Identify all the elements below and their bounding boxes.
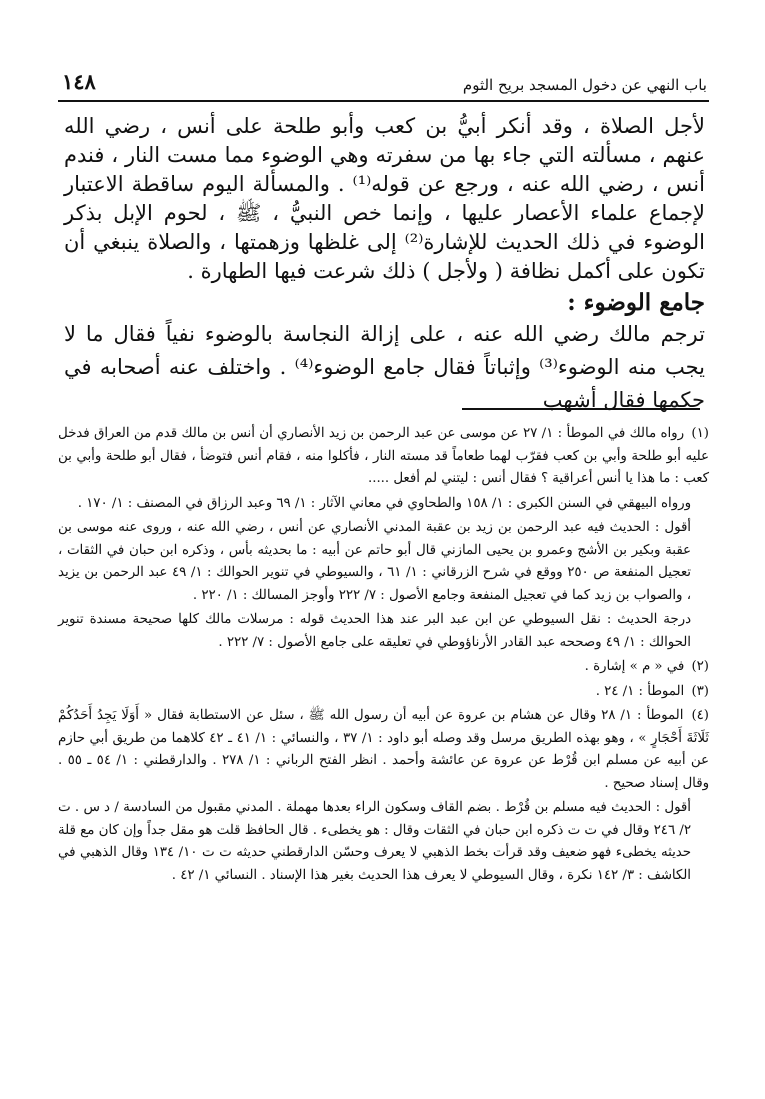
main-text xyxy=(64,112,705,286)
footnote-text: في « م » إشارة . xyxy=(584,659,685,674)
section-paragraph: ترجم مالك رضي الله عنه ، على إزالة النجاسة بالوضوء نفياً فقال ما لا يجب منه الوضوء⁽³⁾ وإثباتاً فقال جامع الوضوء⁽⁴⁾ . واختلف عنه أصحابه في حكمها فقال أشهب xyxy=(64,322,705,412)
footnote-2 xyxy=(58,656,709,679)
footnote-label: (٣) xyxy=(691,683,709,699)
footnote-1-paragraph: درجة الحديث : نقل السيوطي عن ابن عبد البر عند هذا الحديث قوله : مرسلات مالك كلها صحيحة مسندة تنوير الحوالك : ١/ ٤٩ وصححه عبد القادر الأرناؤوطي في تعليقه على جامع الأصول : ٧/ ٢٢٢ . xyxy=(58,612,691,650)
footnote-label: (٢) xyxy=(691,659,709,674)
footnote-3 xyxy=(58,681,709,704)
page-number: ١٤٨ xyxy=(62,69,96,94)
main-paragraph: لأجل الصلاة ، وقد أنكر أبيُّ بن كعب وأبو طلحة على أنس ، رضي الله عنهم ، مسألته التي جاء بها من سفرته وهي الوضوء مما مست النار ، فندم أنس ، رضي الله عنه ، ورجع عن قوله⁽¹⁾ . والمسألة اليوم ساقطة الاعتبار لإجماع علماء الأعصار عليها ، وإنما خص النبيُّ ، ﷺ ، لحوم الإبل بذكر الوضوء في ذلك الحديث للإشارة⁽²⁾ إلى غلظها وزهمتها ، والصلاة ينبغي أن تكون على أكمل نظافة ( ولأجل ) ذلك شرعت فيها الطهارة . xyxy=(64,114,705,283)
footnote-divider xyxy=(462,408,700,410)
page-header xyxy=(62,64,707,94)
footnote-label: (١) xyxy=(691,426,709,441)
footnote-1 xyxy=(58,423,709,491)
footnote-text: الموطأ : ١/ ٢٤ . xyxy=(595,683,685,699)
footnote-1-paragraph: أقول : الحديث فيه عبد الرحمن بن زيد بن عقبة المدني الأنصاري عن أنس ، رضي الله عنه ، وروى عنه موسى بن عقبة وبكير بن الأشج وعمرو بن يحيى المازني قال أبو حاتم عن أبيه : ما بحديثه بأس ، وذكره ابن حبان في الثقات ، تعجيل المنفعة ص ٢٥٠ ووقع في شرح الزرقاني : ١/ ٦١ ، والسيوطي في تنوير الحوالك : ١/ ٤٩ عبد الرحمن بن يزيد ، والصواب بن زيد كما في تعجيل المنفعة وجامع الأصول : ٧/ ٢٢٢ وأوجز المسالك : ١/ ٢٢٠ . xyxy=(58,520,691,603)
footnote-text: الموطأ : ١/ ٢٨ وقال عن هشام بن عروة عن أبيه أن رسول الله ﷺ ، سئل عن الاستطابة فقال « أَوَلَا يَجِدُ أَحَدُكُمْ ثَلَاثَةَ أَحْجَارٍ » ، وهو بهذه الطريق مرسل وقد وصله أبو داود : ١/ ٣٧ ، والنسائي : ١/ ٤١ ـ ٤٢ كلاهما من طريق أبي حازم عن أبيه عن مسلم ابن قُرْط عن عروة عن عائشة وأحمد . انظر الفتح الرباني : ١/ ٢٧٨ . والدارقطني : ١/ ٥٤ ـ ٥٥ . وقال إسناد صحيح . xyxy=(58,708,709,791)
footnote-4 xyxy=(58,705,709,795)
running-title: باب النهي عن دخول المسجد بريح الثوم xyxy=(462,76,707,94)
footnotes xyxy=(58,423,709,889)
header-divider xyxy=(58,100,709,102)
footnote-1-paragraph: ورواه البيهقي في السنن الكبرى : ١/ ١٥٨ والطحاوي في معاني الآثار : ١/ ٦٩ وعبد الرزاق في المصنف : ١/ ١٧٠ . xyxy=(77,495,691,511)
footnote-4-paragraph: أقول : الحديث فيه مسلم بن قُرْط . بضم القاف وسكون الراء بعدها مهملة . المدني مقبول من السادسة / د س . ت ٢/ ٢٤٦ وقال في ت ت ذكره ابن حبان في الثقات وقال : هو يخطىء . قال الحافظ قلت هو مقل جداً وإن كان مع قلة حديثه يخطىء فهو ضعيف وقد قرأت بخط الذهبي لا يعرف وحسّن الدارقطني حديثه ت ت ١٠/ ١٣٤ وقال الذهبي في الكاشف : ٣/ ١٤٢ نكرة ، وقال السيوطي لا يعرف هذا الحديث بغير هذا الإسناد . النسائي ١/ ٤٢ . xyxy=(58,800,691,883)
footnote-label: (٤) xyxy=(691,708,709,723)
section-heading: جامع الوضوء : xyxy=(567,289,705,316)
footnote-text: رواه مالك في الموطأ : ١/ ٢٧ عن موسى عن عبد الرحمن بن زيد الأنصاري أن أنس بن مالك قدم من العراق فدخل عليه أبو طلحة وأبي بن كعب فقرّب لهما طعاماً قد مسته النار ، فأكلوا منه ، فقام أنس فتوضأ ، فقال أبو طلحة وأبي بن كعب : ما هذا يا أنس أعراقية ؟ فقال أنس : ليتني لم أفعل ..... xyxy=(58,426,709,486)
